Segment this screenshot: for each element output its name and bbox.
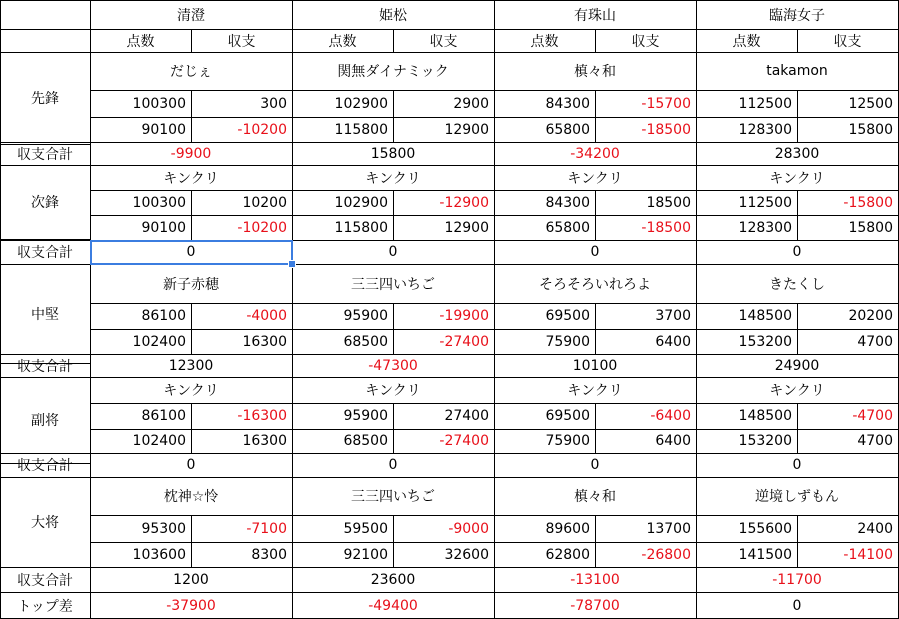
score-cell[interactable]: 153200 xyxy=(738,333,792,350)
score-cell[interactable]: 148500 xyxy=(738,308,792,324)
score-cell[interactable]: 155600 xyxy=(738,520,792,537)
balance-cell[interactable]: 3700 xyxy=(655,308,691,324)
corner-cell[interactable] xyxy=(0,1,90,52)
balance-cell[interactable]: -12900 xyxy=(439,194,489,211)
score-cell[interactable]: 148500 xyxy=(738,408,792,424)
score-cell[interactable]: 84300 xyxy=(545,95,590,112)
column-subheader[interactable]: 収支 xyxy=(833,33,862,50)
grid-line xyxy=(0,567,899,568)
balance-cell[interactable]: 10200 xyxy=(242,194,287,211)
grid-line xyxy=(393,515,394,567)
team-header[interactable]: 臨海女子 xyxy=(769,8,825,24)
grid-line xyxy=(90,403,899,404)
player-name[interactable]: 槙々和 xyxy=(574,489,616,505)
total-cell[interactable]: 24900 xyxy=(774,357,820,374)
round-name[interactable]: 次鋒 xyxy=(31,195,59,211)
grid-line xyxy=(595,29,596,52)
player-name[interactable]: 三三四いちご xyxy=(351,489,435,505)
top-diff-cell[interactable]: -37900 xyxy=(166,597,216,614)
total-cell[interactable]: 15800 xyxy=(370,145,416,162)
grid-line xyxy=(595,90,596,142)
score-cell[interactable]: 62800 xyxy=(545,546,590,563)
total-cell[interactable]: 0 xyxy=(186,457,196,473)
player-name[interactable]: takamon xyxy=(766,63,828,79)
score-cell[interactable]: 86100 xyxy=(141,408,186,424)
score-cell[interactable]: 100300 xyxy=(132,95,186,112)
score-cell[interactable]: 75900 xyxy=(545,333,590,350)
total-cell[interactable]: 0 xyxy=(388,244,398,260)
player-name[interactable]: キンクリ xyxy=(163,383,219,399)
score-cell[interactable]: 115800 xyxy=(334,219,388,236)
balance-cell[interactable]: -26800 xyxy=(641,546,691,563)
grid-line xyxy=(292,0,293,619)
balance-cell[interactable]: -14100 xyxy=(843,546,893,563)
balance-cell[interactable]: -7100 xyxy=(246,520,287,537)
player-name[interactable]: そろそろいれろよ xyxy=(539,276,651,293)
balance-cell[interactable]: 4700 xyxy=(857,333,893,350)
score-cell[interactable]: 69500 xyxy=(545,408,590,424)
column-subheader[interactable]: 収支 xyxy=(429,33,458,50)
balance-cell[interactable]: 16300 xyxy=(242,433,287,449)
grid-line xyxy=(797,90,798,142)
player-name[interactable]: 枕神☆怜 xyxy=(163,489,219,505)
total-label[interactable]: 収支合計 xyxy=(17,358,73,375)
score-cell[interactable]: 69500 xyxy=(545,308,590,324)
player-name[interactable]: キンクリ xyxy=(163,170,219,187)
grid-line xyxy=(0,377,899,378)
score-cell[interactable]: 65800 xyxy=(545,121,590,138)
balance-cell[interactable]: 8300 xyxy=(251,546,287,563)
total-cell[interactable]: 1200 xyxy=(173,571,209,588)
grid-line xyxy=(0,477,899,478)
total-cell[interactable]: 23600 xyxy=(370,571,416,588)
grid-line xyxy=(90,215,899,216)
player-name[interactable]: キンクリ xyxy=(365,383,421,399)
balance-cell[interactable]: -19900 xyxy=(439,308,489,324)
grid-line xyxy=(90,0,91,619)
grid-line xyxy=(494,0,495,619)
player-name[interactable]: 三三四いちご xyxy=(351,276,435,293)
balance-cell[interactable]: -6400 xyxy=(650,408,691,424)
balance-cell[interactable]: 12900 xyxy=(444,219,489,236)
balance-cell[interactable]: 20200 xyxy=(848,308,893,324)
fill-handle[interactable] xyxy=(288,260,296,268)
score-cell[interactable]: 95900 xyxy=(343,308,388,324)
grid-line xyxy=(797,29,798,52)
player-name[interactable]: だじぇ xyxy=(170,64,212,80)
grid-line xyxy=(696,0,697,619)
round-name[interactable]: 中堅 xyxy=(31,306,59,323)
total-cell[interactable]: -34200 xyxy=(570,145,620,162)
score-cell[interactable]: 115800 xyxy=(334,121,388,138)
grid-line xyxy=(595,515,596,567)
grid-line xyxy=(90,542,899,543)
score-cell[interactable]: 68500 xyxy=(343,333,388,350)
round-name[interactable]: 先鋒 xyxy=(31,91,59,107)
round-name[interactable]: 副将 xyxy=(31,413,59,429)
grid-line xyxy=(90,303,899,304)
cell-selection[interactable] xyxy=(90,240,293,265)
score-cell[interactable]: 102900 xyxy=(334,95,388,112)
player-name[interactable]: キンクリ xyxy=(567,170,623,187)
score-cell[interactable]: 84300 xyxy=(545,194,590,211)
grid-line xyxy=(393,29,394,52)
balance-cell[interactable]: -15800 xyxy=(843,194,893,211)
top-diff-cell[interactable]: -78700 xyxy=(570,597,620,614)
grid-line xyxy=(90,90,899,91)
column-subheader[interactable]: 収支 xyxy=(631,33,660,50)
top-diff-cell[interactable]: 0 xyxy=(792,597,802,614)
grid-line xyxy=(0,363,90,364)
balance-cell[interactable]: 4700 xyxy=(857,433,893,449)
score-cell[interactable]: 103600 xyxy=(132,546,186,563)
balance-cell[interactable]: 27400 xyxy=(444,408,489,424)
score-cell[interactable]: 59500 xyxy=(343,520,388,537)
score-cell[interactable]: 128300 xyxy=(738,219,792,236)
total-cell[interactable]: -9900 xyxy=(170,145,212,162)
balance-cell[interactable]: 12500 xyxy=(848,95,893,112)
grid-line xyxy=(0,0,899,1)
grid-line xyxy=(90,190,899,191)
balance-cell[interactable]: 13700 xyxy=(646,520,691,537)
total-label[interactable]: 収支合計 xyxy=(17,146,73,163)
grid-line xyxy=(0,144,90,145)
balance-cell[interactable]: -10200 xyxy=(237,121,287,138)
player-name[interactable]: 槙々和 xyxy=(574,64,616,80)
grid-line xyxy=(0,142,899,143)
score-cell[interactable]: 141500 xyxy=(738,546,792,563)
total-label[interactable]: 収支合計 xyxy=(17,572,73,589)
grid-line xyxy=(191,515,192,567)
balance-cell[interactable]: -15700 xyxy=(641,95,691,112)
balance-cell[interactable]: -9000 xyxy=(448,520,489,537)
grid-line xyxy=(0,239,90,240)
column-subheader[interactable]: 点数 xyxy=(328,33,357,50)
player-name[interactable]: きたくし xyxy=(769,276,825,293)
total-cell[interactable]: 0 xyxy=(590,457,600,473)
balance-cell[interactable]: -4000 xyxy=(246,308,287,324)
grid-line xyxy=(0,52,899,53)
top-diff-cell[interactable]: -49400 xyxy=(368,597,418,614)
total-cell[interactable]: 0 xyxy=(590,244,600,260)
score-cell[interactable]: 102400 xyxy=(132,433,186,449)
total-cell[interactable]: 10100 xyxy=(572,357,618,374)
balance-cell[interactable]: 18500 xyxy=(646,194,691,211)
player-name[interactable]: 逆境しずもん xyxy=(755,489,839,505)
score-cell[interactable]: 75900 xyxy=(545,433,590,449)
player-name[interactable]: キンクリ xyxy=(365,170,421,187)
score-cell[interactable]: 68500 xyxy=(343,433,388,449)
round-name[interactable]: 大将 xyxy=(31,515,59,531)
player-name[interactable]: 関無ダイナミック xyxy=(337,64,449,80)
total-label[interactable]: 収支合計 xyxy=(17,458,73,474)
total-cell[interactable]: -13100 xyxy=(570,571,620,588)
team-header[interactable]: 有珠山 xyxy=(574,8,616,24)
balance-cell[interactable]: 32600 xyxy=(444,546,489,563)
balance-cell[interactable]: 16300 xyxy=(242,333,287,350)
total-cell[interactable]: 12300 xyxy=(168,357,214,374)
score-cell[interactable]: 90100 xyxy=(141,219,186,236)
team-header[interactable]: 清澄 xyxy=(177,8,205,24)
column-subheader[interactable]: 収支 xyxy=(227,33,256,50)
grid-line xyxy=(191,403,192,453)
balance-cell[interactable]: -18500 xyxy=(641,121,691,138)
column-subheader[interactable]: 点数 xyxy=(732,33,761,50)
grid-line xyxy=(595,403,596,453)
balance-cell[interactable]: -10200 xyxy=(237,219,287,236)
balance-cell[interactable]: -18500 xyxy=(641,219,691,236)
total-cell[interactable]: -47300 xyxy=(368,357,418,374)
player-name[interactable]: キンクリ xyxy=(567,383,623,399)
balance-cell[interactable]: -27400 xyxy=(439,433,489,449)
score-cell[interactable]: 100300 xyxy=(132,194,186,211)
balance-cell[interactable]: 6400 xyxy=(655,433,691,449)
score-cell[interactable]: 112500 xyxy=(738,194,792,211)
grid-line xyxy=(393,403,394,453)
total-cell[interactable]: -11700 xyxy=(772,571,822,588)
score-cell[interactable]: 89600 xyxy=(545,520,590,537)
total-cell[interactable]: 28300 xyxy=(774,145,820,162)
score-cell[interactable]: 65800 xyxy=(545,219,590,236)
balance-cell[interactable]: 15800 xyxy=(848,219,893,236)
grid-line xyxy=(797,515,798,567)
balance-cell[interactable]: -4700 xyxy=(852,408,893,424)
balance-cell[interactable]: -27400 xyxy=(439,333,489,350)
score-cell[interactable]: 86100 xyxy=(141,308,186,324)
balance-cell[interactable]: 15800 xyxy=(848,121,893,138)
score-cell[interactable]: 95300 xyxy=(141,520,186,537)
score-cell[interactable]: 102900 xyxy=(334,194,388,211)
grid-line xyxy=(0,354,899,355)
score-cell[interactable]: 95900 xyxy=(343,408,388,424)
balance-cell[interactable]: -16300 xyxy=(237,408,287,424)
score-cell[interactable]: 90100 xyxy=(141,121,186,138)
player-name[interactable]: キンクリ xyxy=(769,170,825,187)
total-cell[interactable]: 0 xyxy=(792,457,802,473)
total-cell[interactable]: 0 xyxy=(792,244,802,260)
grid-line xyxy=(0,0,1,619)
grid-line xyxy=(90,117,899,118)
grid-line xyxy=(191,90,192,142)
player-name[interactable]: 新子赤穂 xyxy=(163,276,219,293)
grid-line xyxy=(0,463,90,464)
score-cell[interactable]: 112500 xyxy=(738,95,792,112)
balance-cell[interactable]: 2900 xyxy=(453,95,489,112)
score-cell[interactable]: 128300 xyxy=(738,121,792,138)
score-cell[interactable]: 92100 xyxy=(343,546,388,563)
balance-cell[interactable]: 2400 xyxy=(857,520,893,537)
grid-line xyxy=(393,90,394,142)
column-subheader[interactable]: 点数 xyxy=(530,33,559,50)
score-cell[interactable]: 102400 xyxy=(132,333,186,350)
score-cell[interactable]: 153200 xyxy=(738,433,792,449)
total-cell[interactable]: 0 xyxy=(388,457,398,473)
grid-line xyxy=(191,29,192,52)
top-diff-label[interactable]: トップ差 xyxy=(17,598,73,615)
total-cell[interactable]: 0 xyxy=(186,244,196,260)
column-subheader[interactable]: 点数 xyxy=(126,33,155,50)
player-name[interactable]: キンクリ xyxy=(769,383,825,399)
grid-line xyxy=(90,515,899,516)
grid-line xyxy=(797,403,798,453)
grid-line xyxy=(0,567,90,568)
grid-line xyxy=(0,29,899,30)
grid-line xyxy=(90,429,899,430)
grid-line xyxy=(0,453,899,454)
grid-line xyxy=(0,165,899,166)
balance-cell[interactable]: 12900 xyxy=(444,121,489,138)
grid-line xyxy=(0,592,899,593)
balance-cell[interactable]: 300 xyxy=(260,95,287,112)
grid-line xyxy=(90,329,899,330)
total-label[interactable]: 収支合計 xyxy=(17,245,73,261)
team-header[interactable]: 姫松 xyxy=(379,8,407,24)
balance-cell[interactable]: 6400 xyxy=(655,333,691,350)
